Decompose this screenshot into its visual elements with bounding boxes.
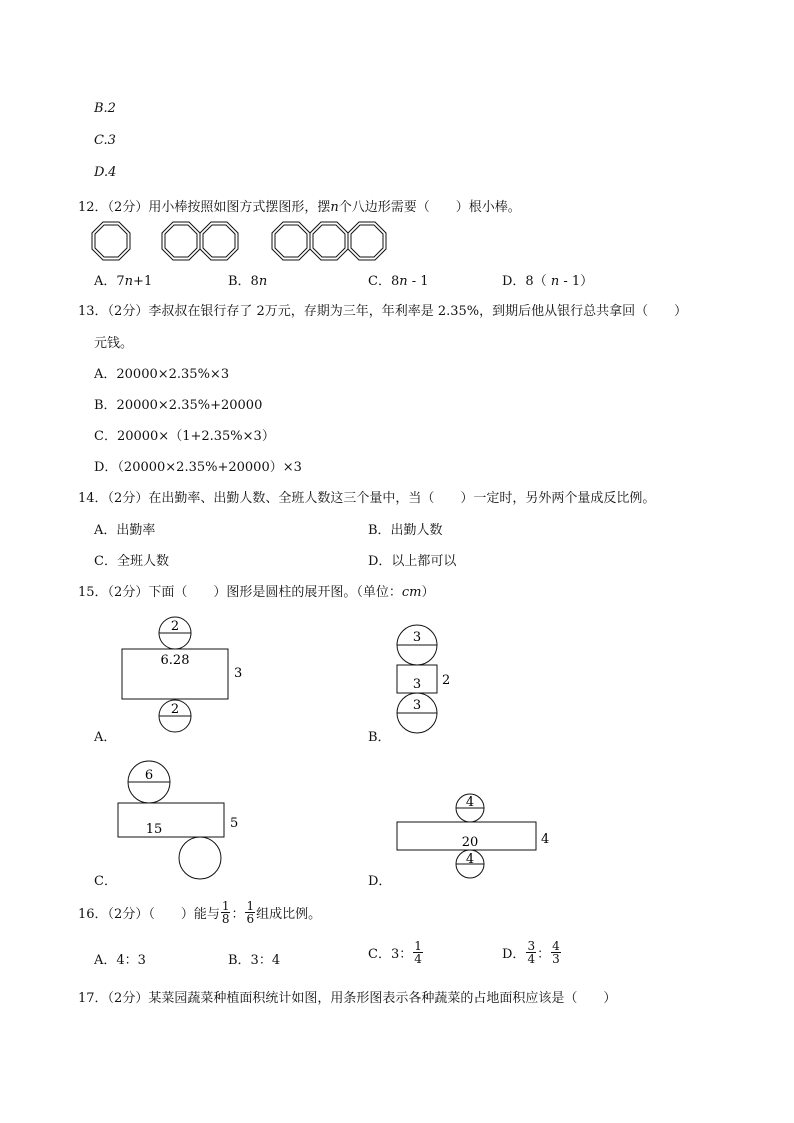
figure-b-cylinder-net (380, 615, 470, 745)
q15-option-b: B． (368, 730, 391, 745)
q12-option-c: C．8n - 1 (368, 274, 429, 289)
q11-option-b: B.2 (94, 101, 116, 116)
q15-option-a: A． (94, 730, 117, 745)
q14-option-a: A．出勤率 (94, 523, 156, 538)
q13-stem-line2: 元钱。 (94, 336, 134, 351)
q15-option-d: D． (368, 874, 392, 889)
q11-option-d: D.4 (94, 165, 117, 180)
fig-a-rect-label: 6.28 (160, 653, 190, 668)
fraction-one-sixth: $\frac{1}{6}$ (246, 899, 255, 926)
q15-option-c: C． (94, 874, 117, 889)
figure-d-cylinder-net (390, 788, 560, 883)
q14-stem: 14．（2分）在出勤率、出勤人数、全班人数这三个量中，当（ ）一定时，另外两个量成反比例。 (78, 491, 656, 506)
fig-a-side-label: 3 (234, 666, 243, 681)
q16-option-a: A．4：3 (94, 953, 146, 968)
fig-b-bottom-label: 3 (412, 698, 422, 713)
fig-d-bottom-label: 4 (465, 852, 475, 867)
fig-d-rect-label: 20 (461, 835, 479, 850)
fig-b-top-label: 3 (412, 630, 422, 645)
q13-option-a: A．20000×2.35%×3 (94, 367, 230, 382)
q16-option-c: C．3： $\frac{1}{4}$ (368, 939, 422, 966)
q12-option-d: D．8（ n - 1） (502, 274, 594, 289)
q13-option-c: C．20000×（1+2.35%×3） (94, 429, 275, 444)
q16-stem: 16．（2分）（ ）能与 $\frac{1}{8}$ ： $\frac{1}{6}$ 组成比例。 (78, 899, 322, 926)
figure-c-cylinder-net (110, 755, 260, 885)
q13-stem-line1: 13．（2分）李叔叔在银行存了 2万元，存期为三年，年利率是 2.35%，到期后他从银行总共拿回（ ） (78, 304, 688, 319)
figure-a-cylinder-net (110, 605, 270, 740)
q13-option-b: B．20000×2.35%+20000 (94, 398, 263, 413)
q14-option-c: C．全班人数 (94, 554, 169, 569)
q15-stem: 15．（2分）下面（ ）图形是圆柱的展开图。（单位：cm） (78, 585, 435, 600)
q16-option-b: B．3：4 (228, 953, 281, 968)
fig-d-top-label: 4 (465, 795, 475, 810)
q12-option-a: A．7n+1 (94, 274, 153, 289)
fig-c-top-label: 6 (144, 768, 154, 783)
fig-c-side-label: 5 (230, 816, 239, 831)
fig-a-top-label: 2 (170, 619, 180, 634)
fraction-one-eighth: $\frac{1}{8}$ (221, 899, 230, 926)
octagon-1 (92, 222, 130, 260)
q14-option-b: B．出勤人数 (368, 523, 443, 538)
q14-option-d: D．以上都可以 (368, 554, 457, 569)
q16-option-d: D． $\frac{3}{4}$ ： $\frac{4}{3}$ (502, 939, 560, 966)
fig-d-side-label: 4 (541, 832, 550, 847)
fig-c-rect-label: 15 (145, 822, 163, 837)
octagon-stick-figure (90, 220, 400, 266)
q17-stem: 17．（2分）某菜园蔬菜种植面积统计如图，用条形图表示各种蔬菜的占地面积应该是（ ） (78, 991, 617, 1006)
octagon-3 (272, 222, 386, 260)
fig-a-bottom-label: 2 (170, 702, 180, 717)
q13-option-d: D．（20000×2.35%+20000）×3 (94, 460, 302, 475)
fig-b-rect-label: 3 (412, 677, 422, 692)
octagon-2 (162, 222, 238, 260)
q12-stem: 12．（2分）用小棒按照如图方式摆图形，摆n个八边形需要（ ）根小棒。 (78, 200, 521, 215)
fig-b-side-label: 2 (442, 673, 451, 688)
q12-option-b: B．8n (228, 274, 268, 289)
q11-option-c: C.3 (94, 133, 116, 148)
